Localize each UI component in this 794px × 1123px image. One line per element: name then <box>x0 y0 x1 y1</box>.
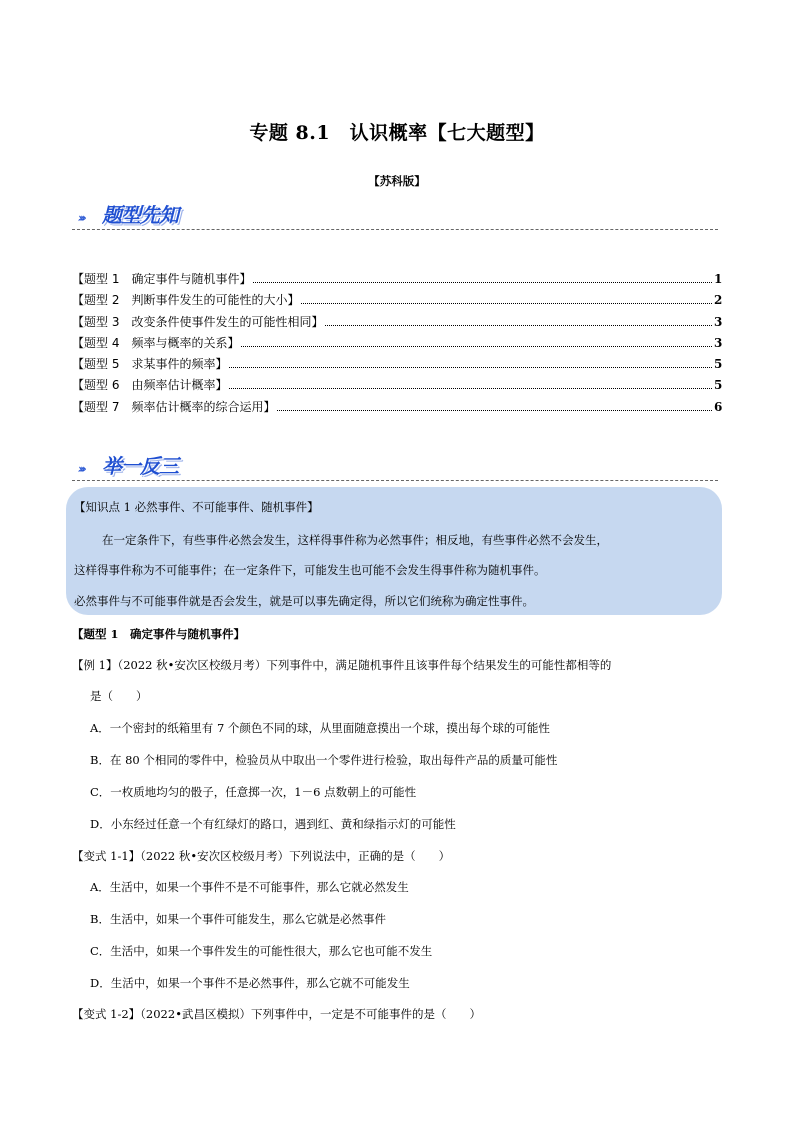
toc-leader-dots <box>253 282 712 283</box>
toc-leader-dots <box>325 325 712 326</box>
toc-item-label: 【题型 2 判断事件发生的可能性的大小】 <box>72 293 300 308</box>
triple-arrow-icon: ››› <box>78 211 84 225</box>
toc-leader-dots <box>277 410 712 411</box>
knowledge-title: 【知识点 1 必然事件、不可能事件、随机事件】 <box>74 500 319 514</box>
toc-item[interactable] <box>72 270 722 291</box>
toc-item[interactable] <box>72 334 722 355</box>
toc-item[interactable] <box>72 398 722 419</box>
option-c: C．生活中，如果一个事件发生的可能性很大，那么它也可能不发生 <box>90 944 433 958</box>
toc-item-page: 2 <box>714 293 723 308</box>
question-type-heading: 【题型 1 确定事件与随机事件】 <box>72 627 246 641</box>
knowledge-point-box <box>66 487 722 615</box>
option-c: C．一枚质地均匀的骰子，任意掷一次，1－6 点数朝上的可能性 <box>90 785 417 799</box>
toc-item[interactable] <box>72 355 722 376</box>
toc-leader-dots <box>301 303 712 304</box>
toc-item-label: 【题型 7 频率估计概率的综合运用】 <box>72 399 276 414</box>
toc-leader-dots <box>229 388 712 389</box>
option-b: B．在 80 个相同的零件中，检验员从中取出一个零件进行检验，取出每件产品的质量可能性 <box>90 753 558 767</box>
dashed-divider <box>72 229 718 230</box>
option-d: D．小东经过任意一个有红绿灯的路口，遇到红、黄和绿指示灯的可能性 <box>90 817 456 831</box>
example-question-stem-cont: 是（ ） <box>90 689 148 703</box>
knowledge-text: 在一定条件下，有些事件必然会发生，这样得事件称为必然事件；相反地，有些事件必然不会发生， <box>102 533 608 547</box>
option-d: D．生活中，如果一个事件不是必然事件，那么它就不可能发生 <box>90 976 410 990</box>
toc-item[interactable] <box>72 376 722 397</box>
section-title: 举一反三 <box>102 454 178 478</box>
toc-leader-dots <box>229 367 712 368</box>
edition-label: 【苏科版】 <box>368 174 426 188</box>
toc-item-label: 【题型 4 频率与概率的关系】 <box>72 335 240 350</box>
toc-leader-dots <box>241 346 712 347</box>
table-of-contents <box>72 270 722 419</box>
toc-item-label: 【题型 1 确定事件与随机事件】 <box>72 272 252 286</box>
dashed-divider <box>72 480 718 481</box>
toc-item-page: 5 <box>714 357 723 372</box>
option-a: A．一个密封的纸箱里有 7 个颜色不同的球，从里面随意摸出一个球，摸出每个球的可能性 <box>90 721 550 735</box>
variant-question-stem: 【变式 1-2】（2022•武昌区模拟）下列事件中，一定是不可能事件的是（ ） <box>72 1007 481 1021</box>
example-question-stem: 【例 1】（2022 秋•安次区校级月考）下列事件中，满足随机事件且该事件每个结果发生的可能性都相等的 <box>72 658 612 672</box>
option-b: B．生活中，如果一个事件可能发生，那么它就是必然事件 <box>90 912 386 926</box>
page-title: 专题 8.1 认识概率【七大题型】 <box>249 122 545 144</box>
toc-item[interactable] <box>72 291 722 312</box>
section-heading-toc <box>72 200 718 230</box>
toc-item-page: 3 <box>714 314 723 329</box>
section-title: 题型先知 <box>102 203 178 227</box>
knowledge-text: 必然事件与不可能事件就是否会发生，就是可以事先确定得，所以它们统称为确定性事件。 <box>74 594 534 608</box>
toc-item[interactable] <box>72 313 722 334</box>
option-a: A．生活中，如果一个事件不是不可能事件，那么它就必然发生 <box>90 880 409 894</box>
toc-item-label: 【题型 6 由频率估计概率】 <box>72 378 228 393</box>
variant-question-stem: 【变式 1-1】（2022 秋•安次区校级月考）下列说法中，正确的是（ ） <box>72 849 451 863</box>
triple-arrow-icon: ››› <box>78 462 84 476</box>
section-heading-practice <box>72 451 718 481</box>
toc-item-label: 【题型 5 求某事件的频率】 <box>72 357 228 372</box>
toc-item-page: 3 <box>714 335 723 350</box>
toc-item-page: 5 <box>714 378 723 393</box>
knowledge-text: 这样得事件称为不可能事件；在一定条件下，可能发生也可能不会发生得事件称为随机事件。 <box>74 563 546 577</box>
toc-item-page: 1 <box>714 272 723 286</box>
toc-item-page: 6 <box>714 399 723 414</box>
toc-item-label: 【题型 3 改变条件使事件发生的可能性相同】 <box>72 314 324 329</box>
